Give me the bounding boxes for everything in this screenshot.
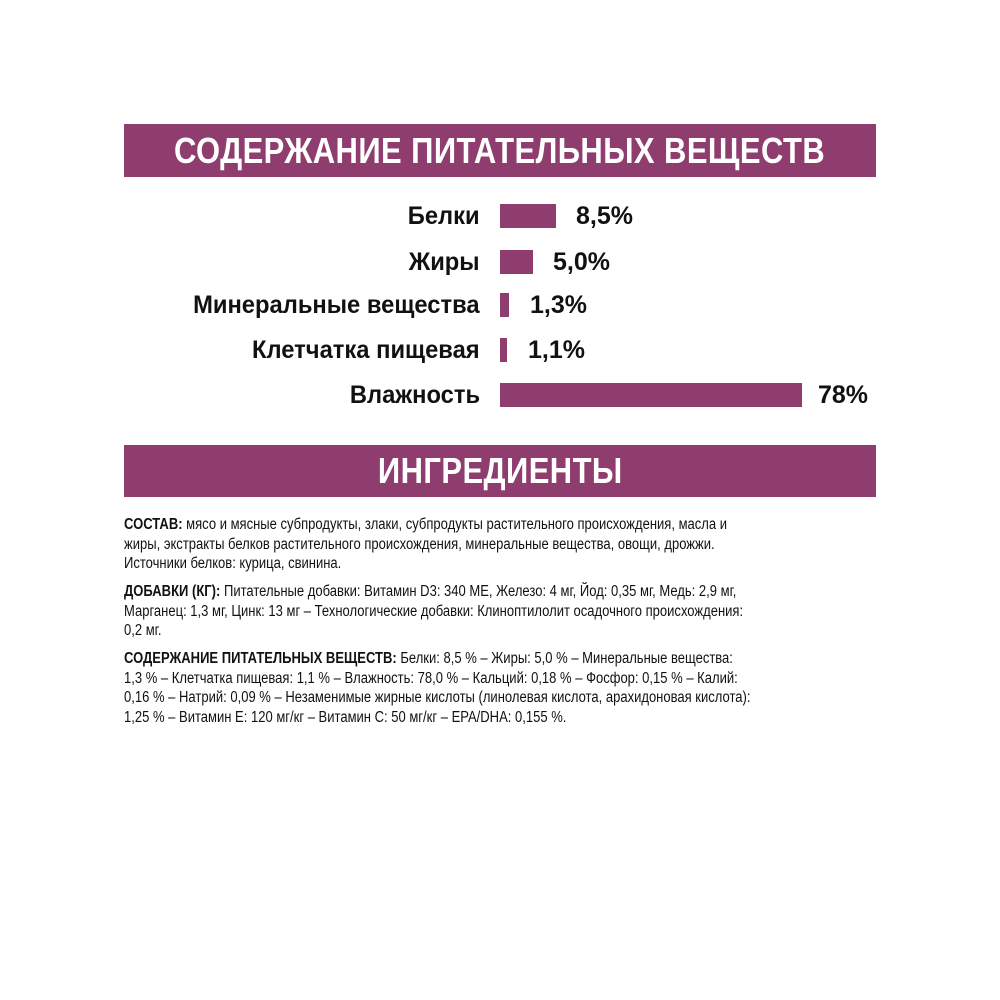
nutrient-bar [500, 204, 556, 228]
nutrient-label: Белки [408, 202, 480, 230]
nutrients-header-text: СОДЕРЖАНИЕ ПИТАТЕЛЬНЫХ ВЕЩЕСТВ [174, 129, 826, 171]
nutrient-label: Влажность [349, 381, 480, 409]
nutrients-header [124, 124, 876, 177]
nutrient-row-fiber [0, 335, 1000, 365]
nutrient-bar [500, 293, 509, 317]
nutrient-label: Клетчатка пищевая [252, 336, 480, 364]
nutrients-paragraph [124, 649, 924, 727]
paragraph-line: 1,25 % – Витамин Е: 120 мг/кг – Витамин С: 50 мг/кг – EPA/DHA: 0,155 %. [124, 708, 567, 726]
paragraph-title: СОСТАВ: [124, 516, 183, 533]
paragraph-line: 1,3 % – Клетчатка пищевая: 1,1 % – Влажность: 78,0 % – Кальций: 0,18 % – Фосфор: 0,15 % – Калий: [124, 669, 738, 687]
paragraph-line: 0,16 % – Натрий: 0,09 % – Незаменимые жирные кислоты (линолевая кислота, арахидоновая кислота): [124, 689, 751, 706]
nutrient-row-fat [0, 247, 1000, 277]
paragraph-line: Белки: 8,5 % – Жиры: 5,0 % – Минеральные вещества: [396, 650, 733, 667]
nutrient-bar [500, 383, 802, 407]
nutrient-value: 78% [818, 381, 869, 409]
nutrient-bar [500, 250, 533, 274]
nutrient-label: Жиры [409, 248, 480, 276]
nutrient-row-protein [0, 201, 1000, 231]
paragraph-line: Питательные добавки: Витамин D3: 340 МЕ, Железо: 4 мг, Йод: 0,35 мг, Медь: 2,9 мг, [220, 583, 737, 600]
nutrient-value: 5,0% [553, 248, 610, 276]
paragraph-line: мясо и мясные субпродукты, злаки, субпродукты растительного происхождения, масла и [182, 516, 728, 533]
nutrient-bar [500, 338, 507, 362]
paragraph-line: Марганец: 1,3 мг, Цинк: 13 мг – Технологические добавки: Клиноптилолит осадочного происхождения: [124, 602, 744, 620]
paragraph-line: жиры, экстракты белков растительного происхождения, минеральные вещества, овощи, дрожжи. [124, 535, 715, 553]
nutrient-label: Минеральные вещества [193, 291, 480, 319]
additives-paragraph [124, 582, 924, 641]
paragraph-title: ДОБАВКИ (КГ): [124, 583, 221, 600]
nutrient-row-minerals [0, 290, 1000, 320]
paragraph-title: СОДЕРЖАНИЕ ПИТАТЕЛЬНЫХ ВЕЩЕСТВ: [124, 650, 397, 667]
nutrient-row-moisture [0, 380, 1000, 410]
ingredients-header-text: ИНГРЕДИЕНТЫ [377, 450, 623, 491]
nutrient-value: 1,1% [528, 336, 585, 364]
nutrient-value: 8,5% [576, 202, 633, 230]
nutrient-value: 1,3% [530, 291, 587, 319]
ingredients-header [124, 445, 876, 497]
paragraph-line: 0,2 мг. [124, 622, 162, 639]
paragraph-line: Источники белков: курица, свинина. [124, 555, 342, 572]
composition-paragraph [124, 515, 924, 574]
